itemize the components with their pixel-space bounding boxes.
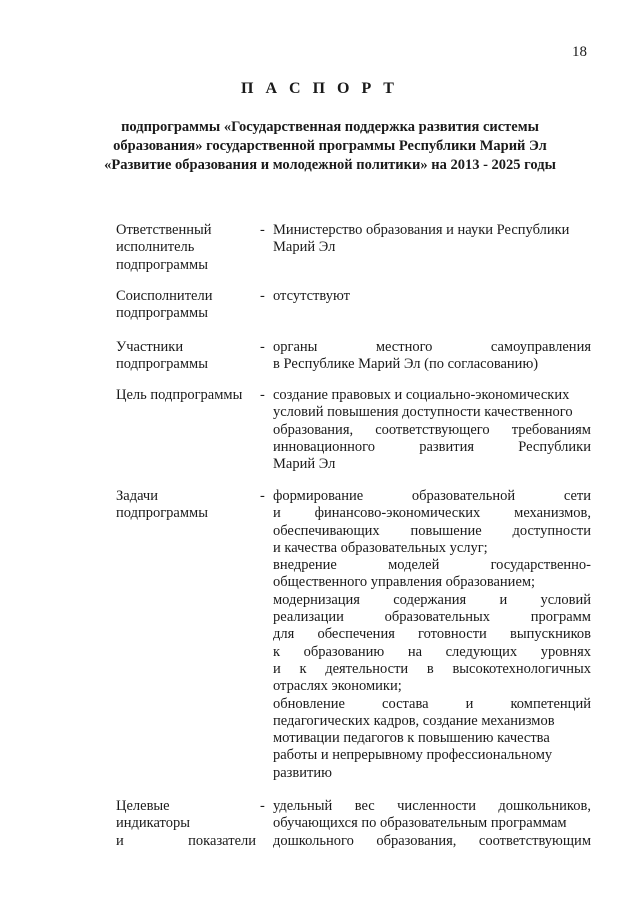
row-value-word: к — [273, 643, 281, 660]
row-label-word: показатели — [188, 832, 256, 849]
row-label-line: исполнитель — [116, 239, 195, 256]
row-label-line: подпрограммы — [116, 256, 208, 273]
row-value-word: повышение — [410, 522, 482, 539]
row-value-line — [273, 696, 591, 713]
row-value-word: инновационного — [273, 438, 375, 455]
row-value-line — [273, 488, 591, 505]
row-value-word: развития — [419, 438, 475, 455]
row-dash: - — [260, 387, 265, 403]
row-value-line — [273, 644, 591, 661]
row-label-line: Участники — [116, 339, 184, 355]
row-value-word: отсутствуют — [273, 288, 350, 304]
row-label-line: Цель подпрограммы — [116, 387, 243, 403]
row-value-word: содержания — [393, 591, 467, 608]
row-value-word: к — [299, 660, 307, 677]
row-value-line — [273, 592, 591, 609]
row-value-word: формирование — [273, 488, 364, 504]
row-value-line — [273, 574, 591, 591]
row-value-word: и — [273, 505, 281, 522]
row-label — [116, 288, 256, 323]
row-value-word: и — [465, 695, 474, 712]
row-value-word: численности — [397, 798, 476, 814]
row-value-line — [273, 540, 591, 557]
row-value-word: программ — [530, 609, 591, 626]
row-value-line — [273, 505, 591, 522]
row-value-word: государственно- — [490, 557, 591, 574]
row-value-word: обновление — [273, 695, 345, 712]
row-value-word: образования, — [376, 832, 457, 849]
row-label-line — [116, 833, 256, 850]
row-value-line — [273, 404, 591, 421]
row-value-word: готовности — [418, 626, 487, 643]
subtitle-line: образования» государственной программы Республики Марий Эл — [113, 138, 547, 154]
row-value-word: уровнях — [540, 643, 591, 660]
row-value-word: дошкольного — [273, 832, 354, 849]
row-value-word: работы и непрерывному профессиональному — [273, 747, 553, 764]
row-value-word: соответствующего — [375, 421, 490, 438]
row-dash: - — [260, 339, 265, 355]
row-value-word: деятельности — [325, 660, 409, 677]
row-value-word: органы — [273, 339, 318, 355]
row-value-word: вес — [354, 798, 375, 814]
row-value-word: образовательной — [411, 488, 516, 504]
row-value-word: на — [407, 643, 423, 660]
row-value-line — [273, 833, 591, 850]
row-value-word: образовательных — [384, 609, 490, 626]
row-dash: - — [260, 222, 265, 238]
row-value-line — [273, 678, 591, 695]
row-value-word: в — [426, 660, 434, 677]
row-label-line: подпрограммы — [116, 505, 208, 522]
subtitle-line: «Развитие образования и молодежной политики» на 2013 - 2025 годы — [104, 157, 556, 173]
row-value — [273, 798, 591, 850]
row-value-word: состава — [382, 695, 429, 712]
row-value-word: и — [273, 660, 281, 677]
row-label — [116, 488, 256, 523]
row-value-word: моделей — [388, 557, 440, 574]
row-value-word: внедрение — [273, 557, 337, 574]
row-dash: - — [260, 798, 265, 814]
row-value-word: модернизация — [273, 591, 360, 608]
row-label-line: подпрограммы — [116, 305, 208, 322]
row-value-word: сети — [563, 488, 591, 504]
row-value-line — [273, 439, 591, 456]
row-value-word: соответствующим — [478, 832, 591, 849]
row-value-line — [273, 747, 591, 764]
row-label — [116, 339, 256, 374]
row-value-line — [273, 356, 591, 373]
row-value-word: в Республике Марий Эл (по согласованию) — [273, 356, 539, 373]
row-label — [116, 798, 256, 850]
row-value — [273, 339, 591, 374]
row-value-word: Министерство образования и науки Республики — [273, 222, 570, 238]
row-value-word: мотивации педагогов к повышению качества — [273, 730, 550, 747]
row-value-word: развитию — [273, 764, 332, 781]
row-value-word: образования, — [273, 421, 354, 438]
page-number: 18 — [572, 44, 587, 60]
row-value-word: для — [273, 626, 295, 643]
row-value-line — [273, 765, 591, 782]
subtitle — [60, 118, 600, 175]
row-value-word: самоуправления — [490, 339, 591, 355]
row-value-word: выпускников — [509, 626, 591, 643]
row-value-line — [273, 456, 591, 473]
row-value — [273, 488, 591, 782]
row-value-word: финансово-экономических — [314, 505, 481, 522]
row-label-line: подпрограммы — [116, 356, 208, 373]
row-label — [116, 387, 256, 404]
row-value-word: педагогических кадров, создание механизмов — [273, 712, 555, 729]
row-value-line — [273, 557, 591, 574]
row-value-word: высокотехнологичных — [452, 660, 591, 677]
row-value-line — [273, 798, 591, 815]
row-value-word: обеспечивающих — [273, 522, 380, 539]
row-value-word: следующих — [445, 643, 518, 660]
row-value-word: образованию — [303, 643, 385, 660]
row-value-line — [273, 288, 591, 305]
row-value-word: компетенций — [510, 695, 591, 712]
row-value-word: отраслях экономики; — [273, 678, 402, 695]
row-value-word: и качества образовательных услуг; — [273, 539, 488, 556]
row-label-line: Задачи — [116, 488, 158, 504]
row-value-line — [273, 239, 591, 256]
subtitle-line: подпрограммы «Государственная поддержка развития системы — [121, 119, 539, 135]
row-value — [273, 387, 591, 473]
row-value-line — [273, 730, 591, 747]
row-value-line — [273, 661, 591, 678]
row-value-line — [273, 626, 591, 643]
row-value-word: реализации — [273, 609, 344, 626]
row-value-line — [273, 422, 591, 439]
row-value — [273, 288, 591, 305]
row-value-line — [273, 222, 591, 239]
row-value-word: доступности — [512, 522, 591, 539]
row-value — [273, 222, 591, 257]
row-value-line — [273, 609, 591, 626]
row-label — [116, 222, 256, 274]
row-value-word: условий — [540, 591, 591, 608]
row-label-line: Целевые — [116, 798, 170, 814]
row-value-word: удельный — [273, 798, 333, 814]
row-value-word: Марий Эл — [273, 456, 336, 473]
row-label-line: Соисполнители — [116, 288, 213, 304]
row-value-word: Марий Эл — [273, 239, 336, 256]
row-value-line — [273, 523, 591, 540]
page-title: П А С П О Р Т — [241, 80, 398, 97]
row-value-word: и — [499, 591, 508, 608]
row-value-word: дошкольников, — [498, 798, 591, 814]
row-value-word: требованиям — [511, 421, 591, 438]
row-value-line — [273, 339, 591, 356]
row-label-word: и — [116, 832, 124, 849]
row-dash: - — [260, 288, 265, 304]
row-value-word: Республики — [518, 438, 591, 455]
row-dash: - — [260, 488, 265, 504]
row-value-word: условий повышения доступности качественного — [273, 404, 573, 421]
row-value-word: местного — [375, 339, 433, 355]
row-value-line — [273, 815, 591, 832]
row-value-line — [273, 387, 591, 404]
row-label-line: Ответственный — [116, 222, 212, 238]
row-value-word: обучающихся по образовательным программам — [273, 815, 567, 832]
row-value-line — [273, 713, 591, 730]
row-value-word: общественного управления образованием; — [273, 574, 536, 591]
row-value-word: механизмов, — [514, 505, 591, 522]
row-value-word: обеспечения — [317, 626, 395, 643]
row-value-word: создание правовых и социально-экономических — [273, 387, 570, 403]
row-label-line: индикаторы — [116, 815, 190, 832]
